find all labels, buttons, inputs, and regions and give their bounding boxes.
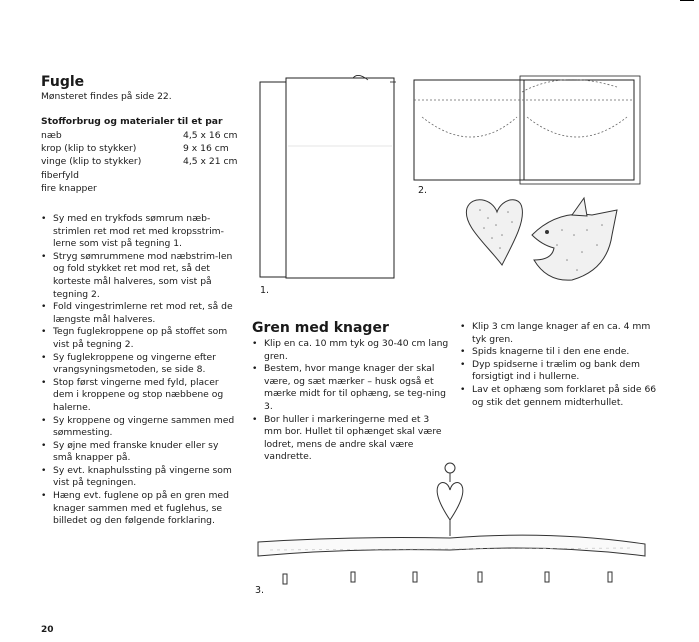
figure-3-label: 3. xyxy=(255,585,265,596)
list-item: • Bestem, hvor mange knager der skal være, og sæt mærker – husk også et mærke midt for til ophæng, se teg-ning 3. xyxy=(252,363,450,413)
materials-table xyxy=(41,129,238,195)
bird-shape-icon xyxy=(532,198,617,280)
list-item: • Dyp spidserne i trælim og bank dem forsigtigt ind i hullerne. xyxy=(460,359,660,384)
page-corner-mark xyxy=(680,0,694,1)
page-number: 20 xyxy=(41,625,54,635)
list-item: • Stop først vingerne med fyld, placer dem i kroppene og stop næbbene og halerne. xyxy=(41,377,239,415)
pattern-note: Mønsteret findes på side 22. xyxy=(41,91,172,102)
list-item: • Sy øjne med franske knuder eller sy små knapper på. xyxy=(41,440,239,465)
gren-title: Gren med knager xyxy=(252,320,389,336)
fugle-steps xyxy=(41,213,239,528)
list-item: • Bor huller i markeringerne med et 3 mm bor. Hullet til ophænget skal være lodret, mens de andre skal være vandrette. xyxy=(252,414,450,464)
materials-heading: Stofforbrug og materialer til et par xyxy=(41,116,223,127)
list-item: • Spids knagerne til i den ene ende. xyxy=(460,346,660,359)
figure-2-label: 2. xyxy=(418,185,428,196)
list-item: • Sy fuglekroppene og vingerne efter vrangsyningsmetoden, se side 8. xyxy=(41,352,239,377)
material-row: fire knapper xyxy=(41,182,97,194)
figure-3-drawing xyxy=(250,460,670,600)
gren-steps-left xyxy=(252,338,450,464)
list-item: • Klip en ca. 10 mm tyk og 30-40 cm lang gren. xyxy=(252,338,450,363)
list-item: • Klip 3 cm lange knager af en ca. 4 mm tyk gren. xyxy=(460,321,660,346)
bird-and-heart-drawing xyxy=(462,190,632,300)
material-row: vinge (klip to stykker) 4,5 x 21 cm xyxy=(41,156,238,168)
fugle-title: Fugle xyxy=(41,74,85,90)
list-item: • Tegn fuglekroppene op på stoffet som vist på tegning 2. xyxy=(41,326,239,351)
list-item: • Stryg sømrummene mod næbstrim-len og fold stykket ret mod ret, så det korteste mål halveres, som vist på tegning 2. xyxy=(41,251,239,301)
figure-2-drawing xyxy=(412,72,652,194)
list-item: • Lav et ophæng som forklaret på side 66 og stik det gennem midterhullet. xyxy=(460,384,660,409)
material-row: næb 4,5 x 16 cm xyxy=(41,130,238,141)
list-item: • Hæng evt. fuglene op på en gren med knager sammen med et fuglehus, se billedet og den følgende forklaring. xyxy=(41,490,239,528)
gren-steps-right xyxy=(460,321,660,409)
figure-1-label: 1. xyxy=(260,285,270,296)
list-item: • Sy med en trykfods sømrum næb-strimlen ret mod ret med kropsstrim-lerne som vist på tegning 1. xyxy=(41,213,239,251)
list-item: • Sy evt. knaphulssting på vingerne som vist på tegningen. xyxy=(41,465,239,490)
material-row: krop (klip to stykker) 9 x 16 cm xyxy=(41,143,229,155)
material-row: fiberfyld xyxy=(41,169,79,181)
list-item: • Fold vingestrimlerne ret mod ret, så de længste mål halveres. xyxy=(41,301,239,326)
figure-1-drawing xyxy=(258,66,408,288)
heart-shape-icon xyxy=(466,200,522,265)
list-item: • Sy kroppene og vingerne sammen med sømmesting. xyxy=(41,415,239,440)
